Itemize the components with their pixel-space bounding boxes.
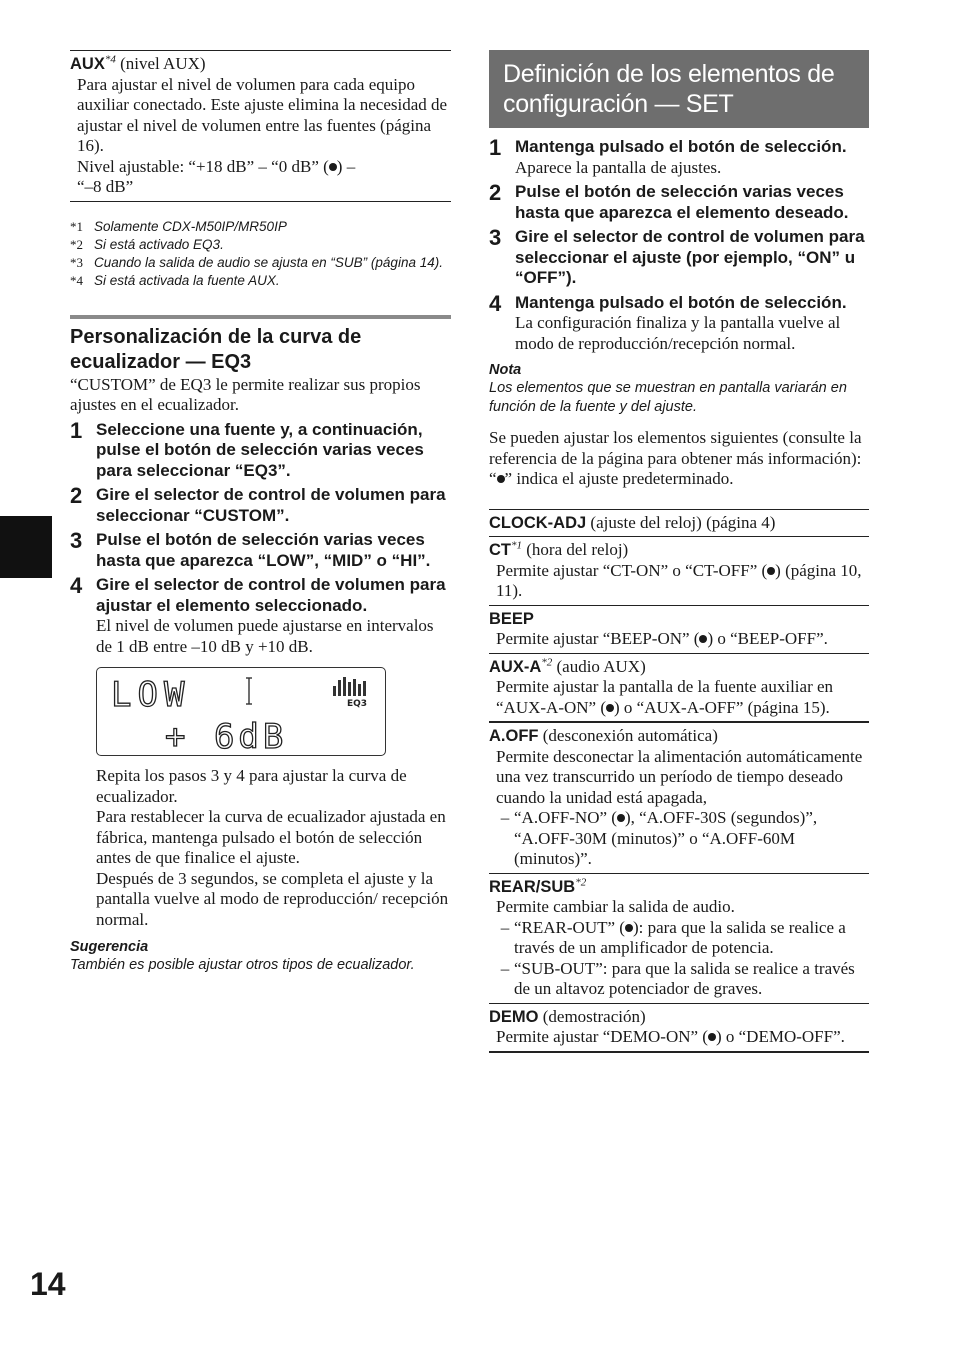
setting-beep: BEEP Permite ajustar “BEEP-ON” ( ) o “BEEP-OFF”. — [489, 609, 828, 648]
note-box — [489, 361, 869, 416]
settings-list — [489, 509, 869, 1053]
footnote: *2 Si está activado EQ3. — [70, 236, 224, 252]
aux-range-end: “–8 dB” — [77, 177, 134, 196]
setting-aux-a: AUX-$A^{*2}$ (audio AUX) Permite ajustar la pantalla de la fuente auxiliar en “AUX-A-ON” ( ) o “AUX-A-OFF” (página 15). — [489, 655, 834, 717]
section-tab-marker — [0, 516, 52, 578]
section-heading-eq3: Personalización de la curva de ecualizador — EQ3 — [70, 325, 362, 373]
tip-text: También es posible ajustar otros tipos de ecualizador. — [70, 957, 415, 973]
set-step: 2 Pulse el botón de selección varias veces hasta que aparezca el elemento deseado. — [489, 180, 849, 222]
eq3-step: 4 Gire el selector de control de volumen para ajustar el elemento seleccionado. El nivel de volumen puede ajustarse en intervalos de 1 dB entre –10 dB y +10 dB. — [70, 573, 446, 656]
default-dot-icon — [625, 924, 633, 932]
lcd-line1: LOW — [111, 675, 191, 715]
aux-entry — [70, 51, 451, 201]
eq3-step: 1 Seleccione una fuente y, a continuación, pulse el botón de selección varias veces para seleccionar “EQ3”. — [70, 417, 424, 480]
aux-desc: Para ajustar el nivel de volumen para cada equipo auxiliar conectado. Este ajuste elimina la necesidad de ajustar el nivel de volumen entre las fuentes (página 16). — [77, 74, 448, 155]
default-dot-icon — [708, 1033, 716, 1041]
aux-suffix: (nivel AUX) — [115, 54, 206, 73]
eq3-intro: “CUSTOM” de EQ3 le permite realizar sus propios ajustes en el ecualizador. — [70, 374, 421, 414]
eq3-step: 3 Pulse el botón de selección varias veces hasta que aparezca “LOW”, “MID” o “HI”. — [70, 528, 431, 570]
eq3-after-text: Repita los pasos 3 y 4 para ajustar la curva de ecualizador. Para restablecer la curva de ecualizador ajustada en fábrica, mantenga pulsado el botón de selección antes de que finalice el ajuste. Después de 3 segundos, se completa el ajuste y la pantalla vuelve al modo de reproducción/ recepción normal. — [96, 766, 449, 929]
default-dot-icon — [329, 163, 337, 171]
equalizer-bars-icon — [333, 677, 366, 696]
tip-label: Sugerencia — [70, 939, 149, 955]
set-step: 4 Mantenga pulsado el botón de selección. La configuración finaliza y la pantalla vuelve al modo de reproducción/recepción normal. — [489, 290, 847, 353]
footnote: *4 Si está activada la fuente AUX. — [70, 272, 280, 288]
footnote: *1 Solamente CDX-M50IP/MR50IP — [70, 218, 287, 234]
setting-ct: CT$^{*1}$ (hora del reloj) Permite ajustar “CT-ON” o “CT-OFF” ( ) (página 10, 11). — [489, 539, 862, 600]
setting-clock-adj: CLOCK-ADJ (ajuste del reloj) (página 4) — [489, 512, 776, 532]
lcd-display-illustration — [96, 667, 386, 756]
divider — [489, 1051, 869, 1053]
cursor-bracket-icon — [246, 678, 252, 704]
aux-term: AUX — [70, 55, 105, 73]
tip-box — [70, 938, 451, 975]
setting-demo: DEMO (demostración) Permite ajustar “DEMO-ON” ( ) o “DEMO-OFF”. — [489, 1006, 845, 1046]
eq3-step: 2 Gire el selector de control de volumen para seleccionar “CUSTOM”. — [70, 483, 446, 525]
set-step: 1 Mantenga pulsado el botón de selección. Aparece la pantalla de ajustes. — [489, 135, 847, 177]
footnote: *3 Cuando la salida de audio se ajusta en “SUB” (página 14). — [70, 254, 443, 270]
default-dot-icon — [617, 814, 625, 822]
aux-sup: *4 — [104, 53, 116, 66]
lcd-eq-label: EQ3 — [347, 699, 368, 709]
note-label: Nota — [489, 362, 522, 378]
default-dot-icon — [497, 475, 505, 483]
set-step: 3 Gire el selector de control de volumen para seleccionar el ajuste (por ejemplo, “ON” u “OFF”). — [489, 225, 865, 287]
note-text: Los elementos que se muestran en pantalla variarán en función de la fuente y del ajuste. — [489, 380, 847, 415]
right-column — [489, 50, 869, 1053]
aux-range: Nivel ajustable: “+18 dB” – “0 dB” ( ) – — [77, 156, 356, 176]
page-number: 14 — [30, 1266, 66, 1302]
divider — [70, 201, 451, 202]
footnotes — [70, 218, 451, 290]
setting-rear-sub: REAR/SUB$^{*2}$ Permite cambiar la salida de audio. – “REAR-OUT” ( ): para que la salida se realice a través de un amplificador de potencia. – “SUB-OUT”: para que la salida se realice a través de un altavoz potenciador de graves. — [489, 875, 855, 998]
lcd-line2: + 6dB — [165, 717, 288, 755]
default-indicator-note: “ ” indica el ajuste predeterminado. — [489, 469, 734, 488]
setting-a-off: A.OFF (desconexión automática) Permite desconectar la alimentación automáticamente una vez transcurrido un período de tiempo deseado cuando la unidad está apagada, – “A.OFF-NO” ( ), “A.OFF-30S (segundos)”, “A.OFF-30M (minutos)” o “A.OFF-60M (minutos)”. — [489, 726, 863, 868]
default-dot-icon — [767, 567, 775, 575]
set-intro: Se pueden ajustar los elementos siguientes (consulte la referencia de la página para obtener más información): — [489, 428, 862, 468]
lcd-display-graphic — [97, 668, 385, 755]
left-column — [70, 50, 451, 975]
set-banner: Definición de los elementos de configuración — SET — [489, 50, 869, 128]
default-dot-icon — [606, 704, 614, 712]
section-rule — [70, 315, 451, 319]
